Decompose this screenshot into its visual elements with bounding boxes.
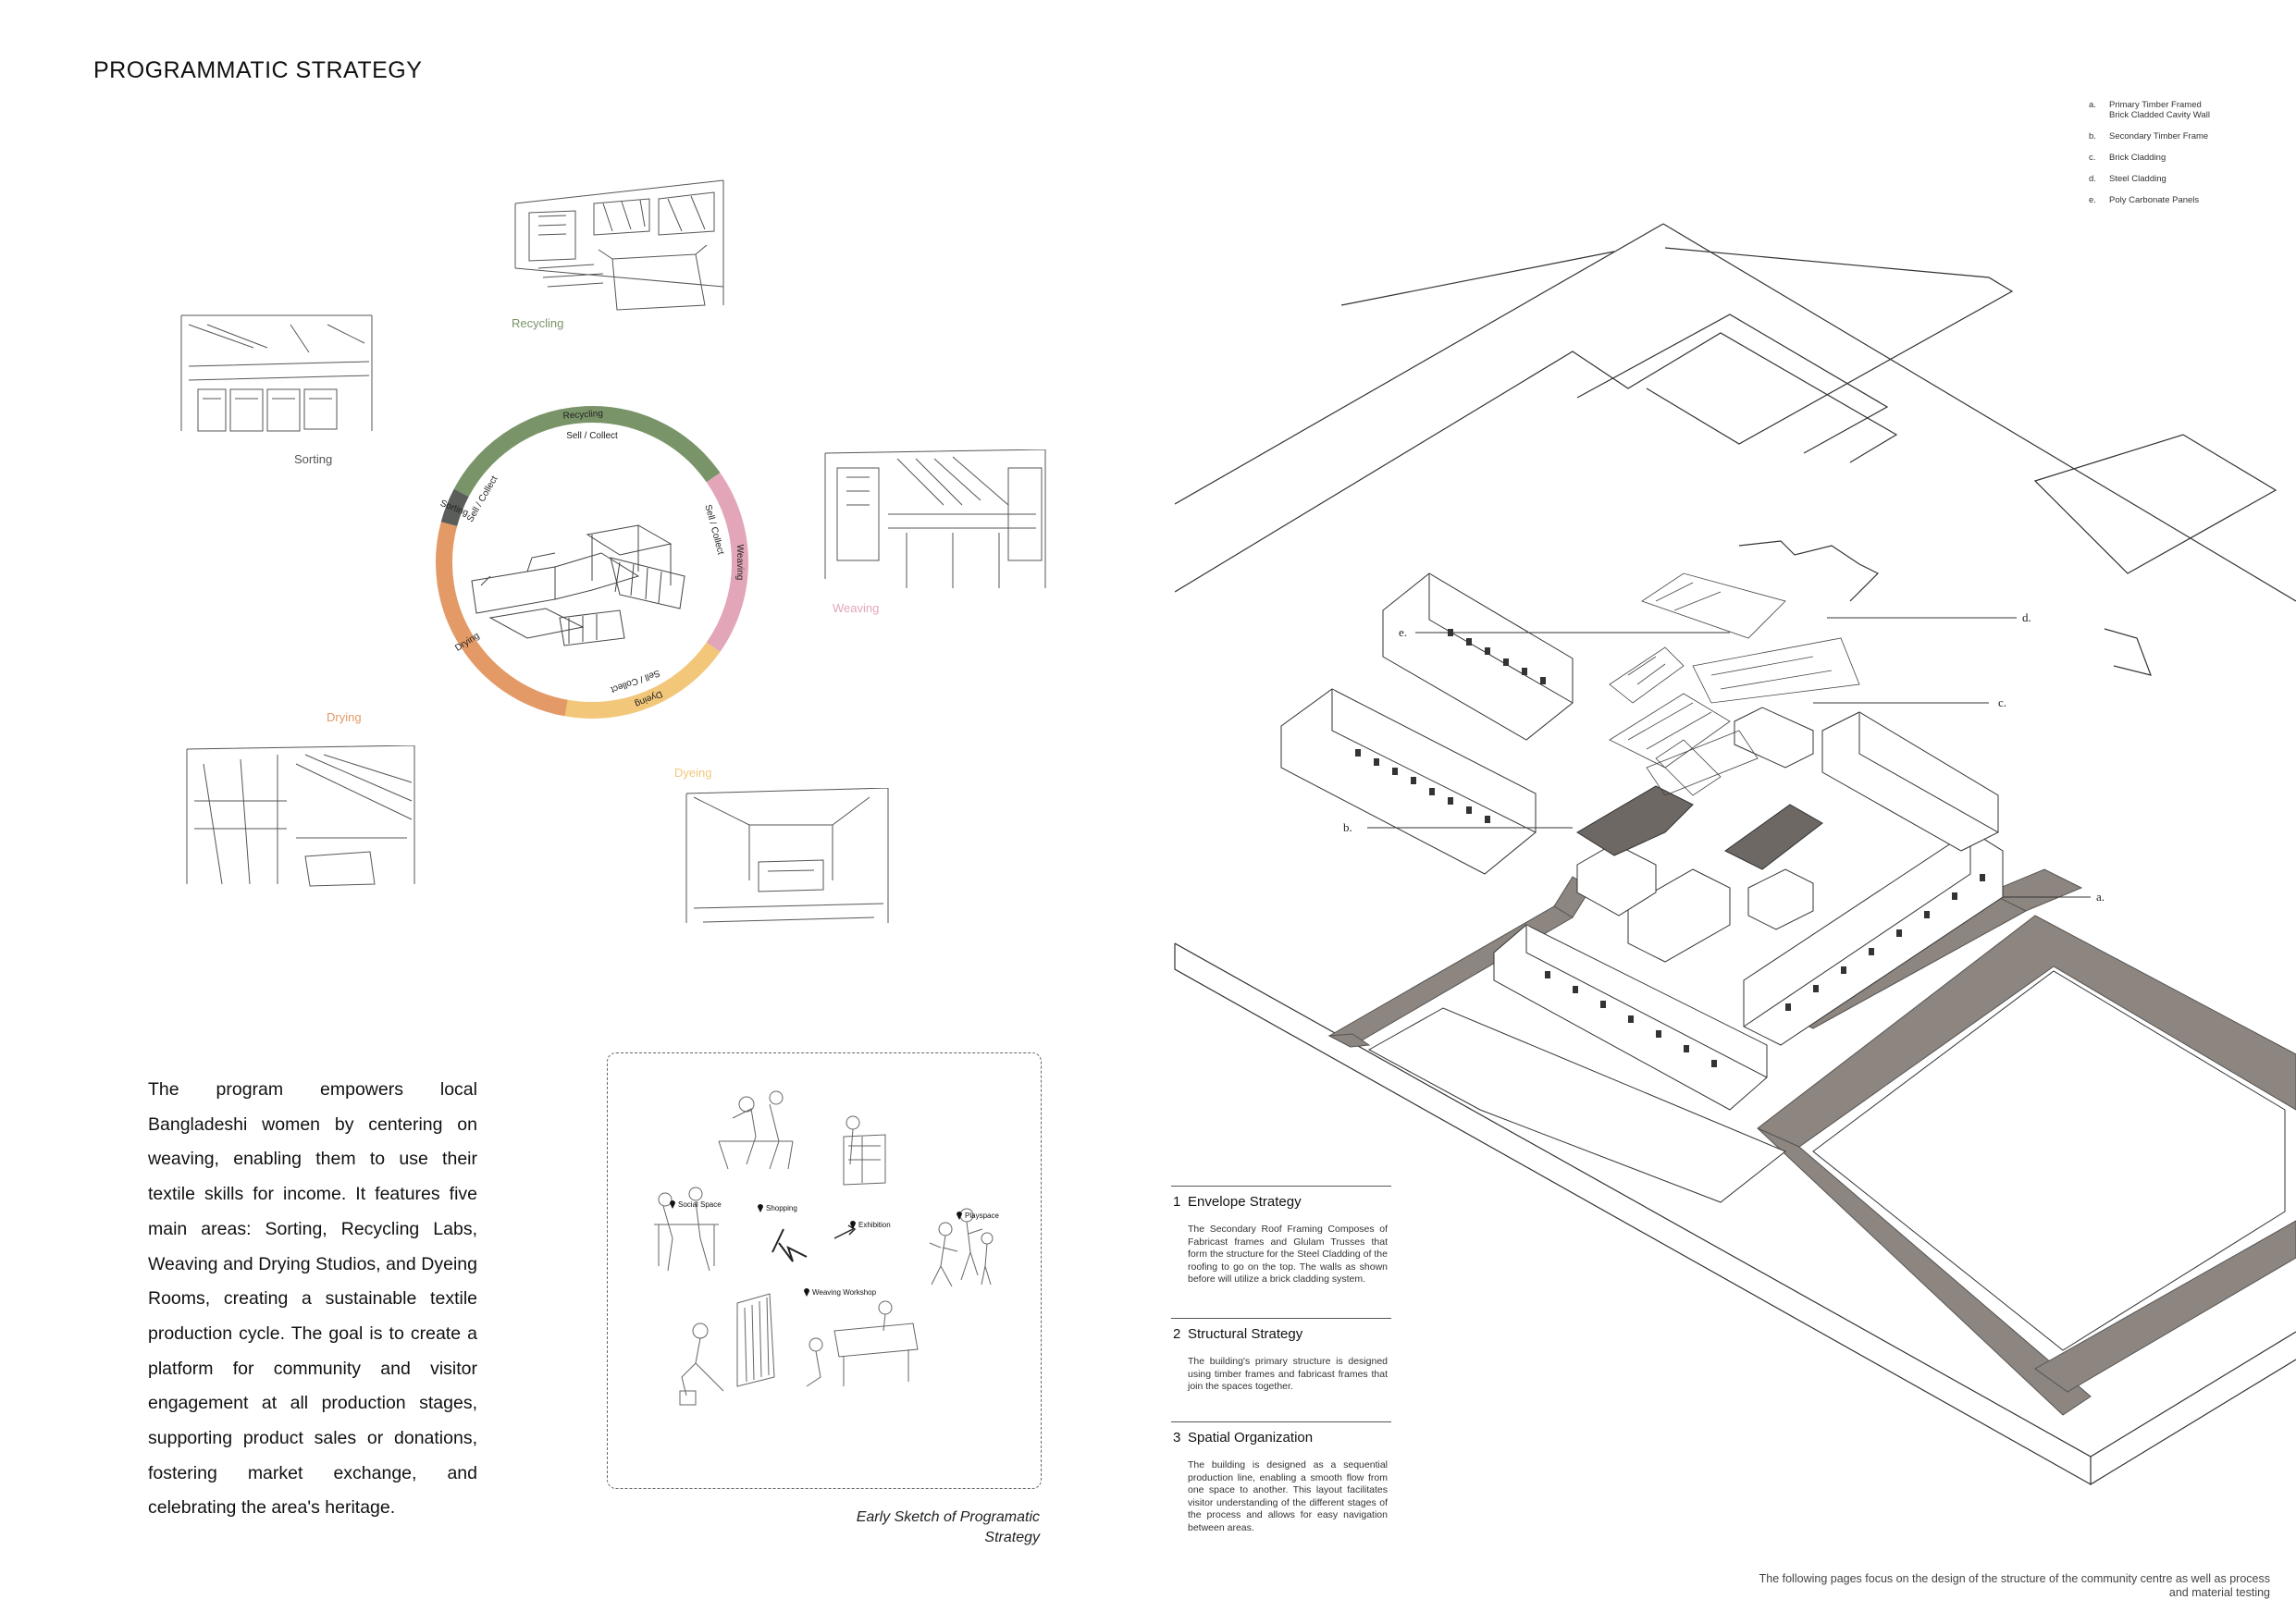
center-building-sketch — [472, 525, 685, 646]
strategy-title: Envelope Strategy — [1188, 1194, 1302, 1210]
ring-inner-label: Sell / Collect — [702, 503, 726, 556]
legend-item: e. Poly Carbonate Panels — [2089, 195, 2200, 205]
program-description: The program empowers local Bangladeshi women by centering on weaving, enabling them to use their textile skills for income. It features five main areas: Sorting, Recycling Labs, Weaving and Drying Studios, and Dyeing Rooms, creating a sustainable textile production cycle. The goal is to create a platform for community and visitor engagement at all production stages, supporting product sales or donations, fostering market exchange, and celebrating the area's heritage. — [148, 1079, 477, 1519]
sketch-sorting — [179, 311, 376, 440]
pin-label: Playspace — [965, 1212, 999, 1220]
axon-label-b: b. — [1343, 820, 1352, 834]
ring-segment-recycling — [462, 414, 713, 493]
early-sketch-frame — [607, 1052, 1042, 1489]
material-legend — [2089, 100, 2218, 216]
ring-inner-label: Sell / Collect — [465, 474, 500, 524]
early-sketch-drawing — [608, 1053, 1041, 1488]
strategy-text: The building's primary structure is designed using timber frames and fabricast frames that join the spaces together. — [1188, 1356, 1388, 1392]
stage-label-weaving: Weaving — [833, 601, 880, 615]
legend-item: b. Secondary Timber Frame — [2089, 131, 2209, 141]
sketch-weaving — [823, 449, 1049, 599]
stage-label-dyeing: Dyeing — [674, 766, 712, 780]
early-sketch-caption: Early Sketch of Programatic Strategy — [856, 1509, 1040, 1545]
legend-item: a. Primary Timber Framed Brick Cladded Cavity Wall — [2089, 100, 2210, 120]
ring-label-recycling: Recycling — [562, 408, 604, 422]
strategy-title: Structural Strategy — [1188, 1326, 1303, 1342]
map-pin-icon — [758, 1204, 763, 1212]
strategy-title: Spatial Organization — [1188, 1430, 1314, 1446]
strategy-number: 1 — [1173, 1194, 1181, 1210]
strategy-text: The building is designed as a sequential production line, enabling a smooth flow from one space to another. This layout facilitates visitor understanding of the different stages of the process and allows for easy navigation between areas. — [1188, 1459, 1388, 1533]
map-pin-icon — [804, 1288, 809, 1297]
legend-item: d. Steel Cladding — [2089, 174, 2166, 184]
strategy-spatial — [1171, 1421, 1391, 1552]
map-pin-icon — [850, 1221, 856, 1229]
ring-label-drying: Drying — [453, 630, 482, 654]
sketch-dyeing — [685, 788, 894, 929]
stage-label-sorting: Sorting — [294, 452, 333, 466]
stage-label-drying: Drying — [327, 710, 362, 724]
pin-label: Social Space — [678, 1200, 722, 1209]
production-cycle-ring — [426, 396, 759, 729]
strategy-number: 3 — [1173, 1430, 1181, 1446]
axon-label-a: a. — [2096, 890, 2105, 904]
ring-inner-label: Sell / Collect — [566, 431, 618, 441]
legend-item: c. Brick Cladding — [2089, 153, 2166, 163]
strategy-number: 2 — [1173, 1326, 1181, 1342]
page-title: PROGRAMMATIC STRATEGY — [93, 57, 423, 83]
pin-label: Shopping — [766, 1204, 797, 1212]
ring-label-dyeing: Dyeing — [633, 688, 664, 709]
ring-label-weaving: Weaving — [734, 544, 745, 581]
strategy-envelope — [1171, 1186, 1391, 1316]
ring-inner-label: Sell / Collect — [609, 667, 661, 695]
sketch-drying — [185, 745, 416, 890]
strategy-structural — [1171, 1318, 1391, 1421]
open-lots — [1369, 971, 2285, 1350]
axon-label-d: d. — [2022, 610, 2031, 624]
footer-note: The following pages focus on the design of the structure of the community centre as well as process and material testing — [1759, 1572, 2270, 1599]
ring-segment-drying — [444, 524, 566, 708]
axon-label-c: c. — [1998, 695, 2007, 709]
map-pin-icon — [670, 1200, 675, 1209]
pin-label: Weaving Workshop — [812, 1288, 877, 1297]
stage-label-recycling: Recycling — [512, 316, 564, 330]
ring-label-sorting: Sorting — [438, 498, 470, 519]
sketch-recycling — [511, 176, 729, 314]
axon-label-e: e. — [1399, 625, 1408, 639]
pin-label: Exhibition — [858, 1221, 891, 1229]
strategy-text: The Secondary Roof Framing Composes of Fabricast frames and Glulam Trusses that form the structure for the Steel Cladding of the roofing to go on the top. The walls as shown before will utilize a brick cladding system. — [1188, 1224, 1388, 1285]
